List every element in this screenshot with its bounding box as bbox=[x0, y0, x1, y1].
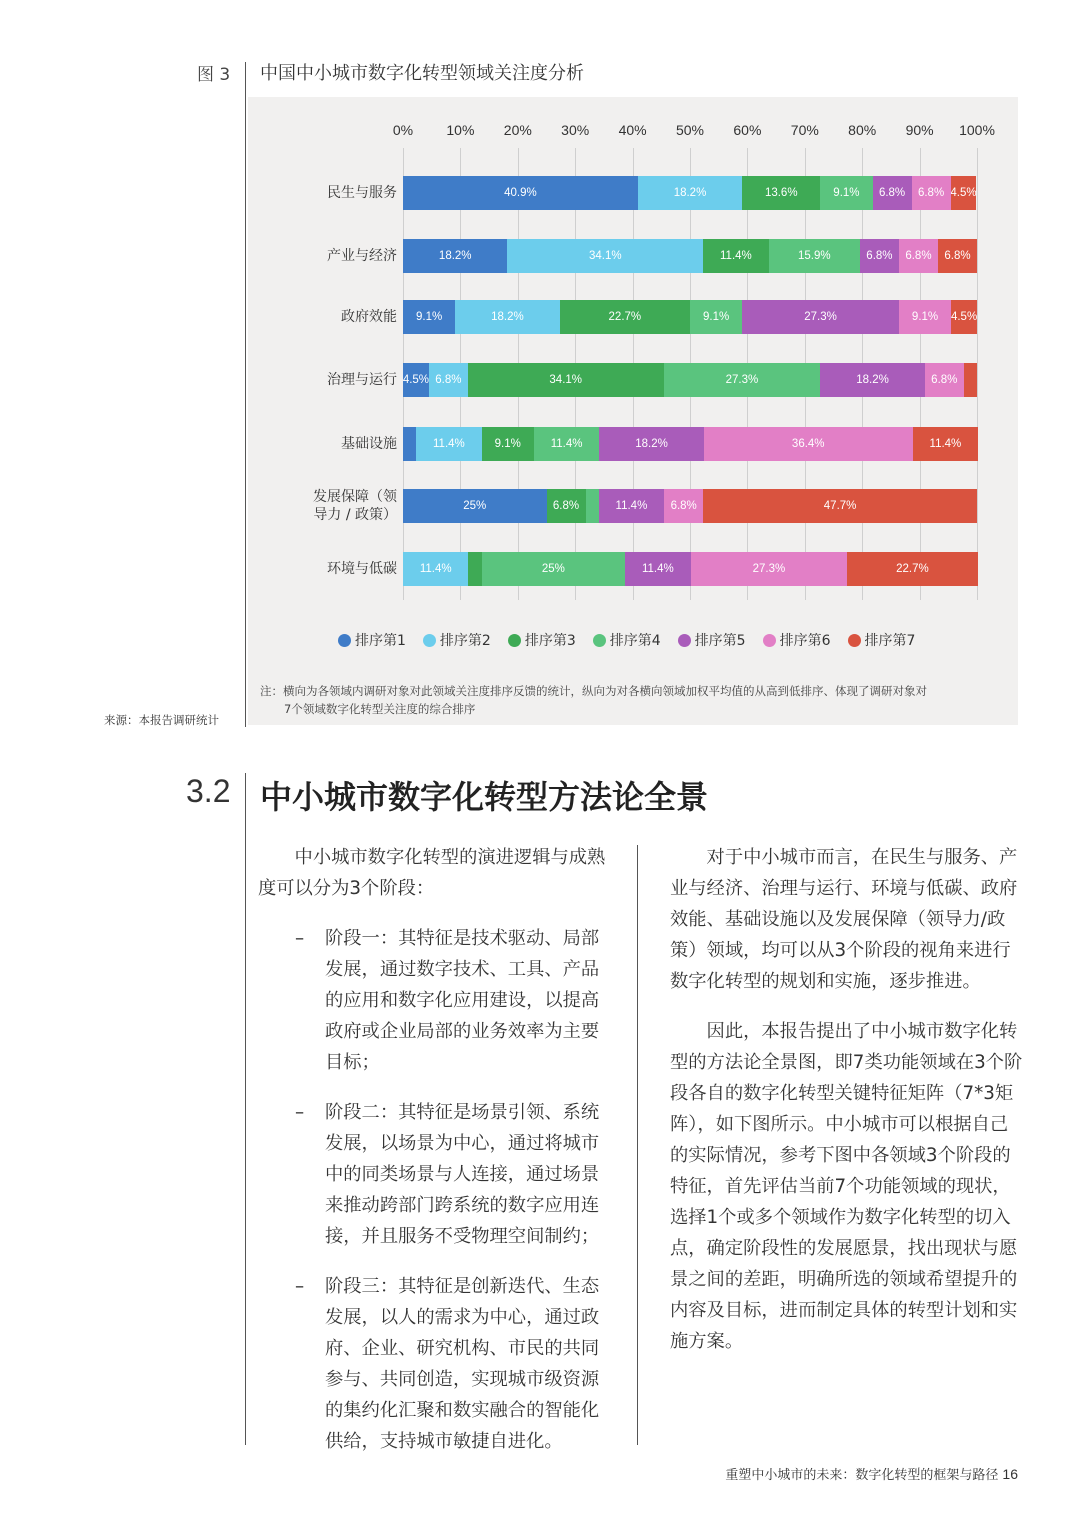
category-label-line: 环境与低碳 bbox=[327, 561, 397, 577]
left-column bbox=[258, 842, 605, 1476]
bar-segment: 4.5% bbox=[403, 363, 429, 397]
text-line: 业与经济、治理与运行、环境与低碳、政府 bbox=[670, 878, 1018, 899]
bar-segment: 4.5% bbox=[951, 300, 977, 334]
bar-segment: 25% bbox=[403, 489, 547, 523]
bar-segment: 40.9% bbox=[403, 176, 638, 210]
divider bbox=[245, 773, 246, 1445]
bar-segment: 6.8% bbox=[873, 176, 912, 210]
bar-segment: 27.3% bbox=[664, 363, 821, 397]
bullet-item bbox=[258, 1271, 605, 1457]
text-line: 政府或企业局部的业务效率为主要 bbox=[325, 1021, 600, 1042]
x-tick-label: 80% bbox=[848, 122, 877, 138]
text-line: 型的方法论全景图，即7类功能领域在3个阶 bbox=[670, 1052, 1023, 1073]
bar-segment: 11.4% bbox=[416, 427, 481, 461]
right-column bbox=[670, 842, 1022, 1376]
paragraph bbox=[670, 842, 1022, 997]
text-line: 阵），如下图所示。中小城市可以根据自己 bbox=[670, 1114, 1009, 1135]
bar-segment: 25% bbox=[482, 552, 626, 586]
section-number: 3.2 bbox=[186, 773, 231, 809]
bar-segment: 4.5% bbox=[951, 176, 977, 210]
bar-segment: 6.8% bbox=[547, 489, 586, 523]
figure-note bbox=[260, 682, 1005, 718]
legend-marker-icon bbox=[763, 634, 776, 647]
bar-segment: 27.3% bbox=[691, 552, 848, 586]
bar-segment: 18.2% bbox=[599, 427, 703, 461]
text-line: 发展，以人的需求为中心，通过政 bbox=[325, 1307, 600, 1328]
text-line: 度可以分为3个阶段： bbox=[258, 878, 435, 899]
bar-segment bbox=[586, 489, 599, 523]
x-tick-label: 90% bbox=[905, 122, 934, 138]
chart-legend bbox=[338, 630, 915, 650]
note-line: 7个领域数字化转型关注度的综合排序 bbox=[284, 702, 476, 716]
bar-segment: 22.7% bbox=[560, 300, 690, 334]
x-tick-label: 0% bbox=[392, 122, 414, 138]
bar-segment: 6.8% bbox=[938, 239, 977, 273]
category-label-line: 产业与经济 bbox=[327, 248, 397, 264]
bar-segment: 11.4% bbox=[913, 427, 978, 461]
text-line: 选择1个或多个领域作为数字化转型的切入 bbox=[670, 1207, 1011, 1228]
category-label-line: 治理与运行 bbox=[327, 372, 397, 388]
text-line: 供给，支持城市敏捷自进化。 bbox=[325, 1431, 563, 1452]
category-label bbox=[327, 371, 397, 389]
text-line: 阶段三：其特征是创新迭代、生态 bbox=[325, 1276, 600, 1297]
bar-segment: 6.8% bbox=[860, 239, 899, 273]
category-label-line: 基础设施 bbox=[341, 436, 397, 452]
bar-segment: 36.4% bbox=[704, 427, 913, 461]
bar-segment: 34.1% bbox=[468, 363, 664, 397]
legend-marker-icon bbox=[338, 634, 351, 647]
bar-segment: 18.2% bbox=[638, 176, 742, 210]
text-line: 中的同类场景与人连接，通过场景 bbox=[325, 1164, 600, 1185]
text-line: 参与、共同创造，实现城市级资源 bbox=[325, 1369, 600, 1390]
text-line: 目标； bbox=[325, 1052, 380, 1073]
legend-label: 排序第3 bbox=[524, 633, 576, 649]
text-line: 景之间的差距，明确所选的领域希望提升的 bbox=[670, 1269, 1018, 1290]
legend-marker-icon bbox=[678, 634, 691, 647]
bar-segment: 9.1% bbox=[482, 427, 534, 461]
legend-marker-icon bbox=[423, 634, 436, 647]
x-tick-label: 70% bbox=[790, 122, 819, 138]
category-label bbox=[327, 247, 397, 265]
footer-title: 重塑中小城市的未来：数字化转型的框架与路径 bbox=[725, 1468, 999, 1483]
legend-label: 排序第6 bbox=[779, 633, 831, 649]
bar-segment: 34.1% bbox=[507, 239, 703, 273]
bar-segment: 18.2% bbox=[403, 239, 507, 273]
figure-title: 中国中小城市数字化转型领域关注度分析 bbox=[260, 63, 584, 84]
text-line: 的实际情况，参考下图中各领域3个阶段的 bbox=[670, 1145, 1011, 1166]
legend-item bbox=[508, 630, 576, 650]
x-tick-label: 40% bbox=[618, 122, 647, 138]
bar-segment bbox=[403, 427, 416, 461]
legend-label: 排序第1 bbox=[355, 633, 406, 649]
bar-segment: 47.7% bbox=[703, 489, 977, 523]
bullet-dash-icon: – bbox=[295, 928, 305, 949]
category-label-line: 导力 / 政策） bbox=[313, 507, 397, 523]
x-tick-label: 50% bbox=[675, 122, 705, 138]
text-line: 施方案。 bbox=[670, 1331, 744, 1352]
legend-item bbox=[593, 630, 661, 650]
text-line: 来推动跨部门跨系统的数字应用连 bbox=[325, 1195, 600, 1216]
legend-item bbox=[338, 630, 406, 650]
text-line: 阶段一：其特征是技术驱动、局部 bbox=[325, 928, 600, 949]
category-label-line: 政府效能 bbox=[341, 309, 397, 325]
bar-segment: 9.1% bbox=[690, 300, 742, 334]
text-line: 对于中小城市而言，在民生与服务、产 bbox=[670, 847, 1018, 868]
text-line: 府、企业、研究机构、市民的共同 bbox=[325, 1338, 600, 1359]
bar-segment: 15.9% bbox=[769, 239, 860, 273]
text-line: 策）领域，均可以从3个阶段的视角来进行 bbox=[670, 940, 1011, 961]
bar-segment: 6.8% bbox=[899, 239, 938, 273]
bar-segment: 9.1% bbox=[820, 176, 872, 210]
text-line: 效能、基础设施以及发展保障（领导力/政 bbox=[670, 909, 1006, 930]
page-footer bbox=[725, 1464, 1018, 1483]
text-line: 内容及目标，进而制定具体的转型计划和实 bbox=[670, 1300, 1018, 1321]
text-line: 特征，首先评估当前7个功能领域的现状， bbox=[670, 1176, 1011, 1197]
text-line: 数字化转型的规划和实施，逐步推进。 bbox=[670, 971, 981, 992]
text-line: 发展，通过数字技术、工具、产品 bbox=[325, 959, 600, 980]
bar-segment: 22.7% bbox=[847, 552, 977, 586]
figure-label: 图 3 bbox=[197, 65, 231, 85]
legend-label: 排序第7 bbox=[864, 633, 916, 649]
gridline bbox=[977, 148, 978, 600]
legend-item bbox=[423, 630, 491, 650]
legend-item bbox=[848, 630, 916, 650]
text-line: 因此，本报告提出了中小城市数字化转 bbox=[670, 1021, 1018, 1042]
bar-segment: 9.1% bbox=[403, 300, 455, 334]
x-tick-label: 100% bbox=[959, 122, 995, 138]
bullet-dash-icon: – bbox=[295, 1276, 305, 1297]
legend-label: 排序第2 bbox=[439, 633, 491, 649]
bar-segment: 6.8% bbox=[912, 176, 951, 210]
category-label bbox=[327, 184, 397, 202]
bullet-item bbox=[258, 923, 605, 1078]
text-line: 段各自的数字化转型关键特征矩阵（7*3矩 bbox=[670, 1083, 1014, 1104]
text-line: 的应用和数字化应用建设，以提高 bbox=[325, 990, 600, 1011]
bar-segment: 11.4% bbox=[625, 552, 690, 586]
bar-segment: 6.8% bbox=[925, 363, 964, 397]
bar-segment: 11.4% bbox=[599, 489, 664, 523]
page-number: 16 bbox=[1002, 1466, 1018, 1482]
x-tick-label: 20% bbox=[503, 122, 532, 138]
category-label-line: 发展保障（领 bbox=[313, 489, 397, 505]
divider bbox=[245, 62, 246, 727]
bullet-item bbox=[258, 1097, 605, 1252]
section-title: 中小城市数字化转型方法论全景 bbox=[260, 778, 709, 816]
text-line: 阶段二：其特征是场景引领、系统 bbox=[325, 1102, 600, 1123]
category-label bbox=[341, 435, 397, 453]
category-label bbox=[327, 560, 397, 578]
x-tick-label: 30% bbox=[561, 122, 590, 138]
legend-marker-icon bbox=[848, 634, 861, 647]
paragraph bbox=[670, 1016, 1022, 1357]
text-line: 点，确定阶段性的发展愿景，找出现状与愿 bbox=[670, 1238, 1018, 1259]
bar-segment: 11.4% bbox=[703, 239, 768, 273]
text-line: 的集约化汇聚和数实融合的智能化 bbox=[325, 1400, 600, 1421]
legend-item bbox=[678, 630, 746, 650]
bar-segment: 11.4% bbox=[403, 552, 468, 586]
bar-segment bbox=[468, 552, 481, 586]
bar-segment: 18.2% bbox=[820, 363, 924, 397]
bar-segment: 18.2% bbox=[455, 300, 559, 334]
bar-segment: 27.3% bbox=[742, 300, 899, 334]
legend-marker-icon bbox=[508, 634, 521, 647]
legend-item bbox=[763, 630, 831, 650]
category-label bbox=[341, 308, 397, 326]
legend-label: 排序第4 bbox=[609, 633, 661, 649]
x-tick-label: 60% bbox=[733, 122, 762, 138]
bar-segment: 6.8% bbox=[664, 489, 703, 523]
legend-marker-icon bbox=[593, 634, 606, 647]
note-line: 注：横向为各领域内调研对象对此领域关注度排序反馈的统计，纵向为对各横向领域加权平均值的从高到低排序、体现了调研对象对 bbox=[260, 684, 927, 698]
figure-source: 来源：本报告调研统计 bbox=[104, 713, 219, 727]
bar-segment bbox=[964, 363, 977, 397]
bar-segment: 13.6% bbox=[742, 176, 820, 210]
category-label-line: 民生与服务 bbox=[327, 185, 397, 201]
bar-segment: 6.8% bbox=[429, 363, 468, 397]
category-label bbox=[313, 488, 397, 524]
x-tick-label: 10% bbox=[446, 122, 475, 138]
text-line: 中小城市数字化转型的演进逻辑与成熟 bbox=[258, 847, 606, 868]
column-divider bbox=[637, 845, 638, 1445]
legend-label: 排序第5 bbox=[694, 633, 746, 649]
bar-segment: 11.4% bbox=[534, 427, 599, 461]
bar-segment: 9.1% bbox=[899, 300, 951, 334]
text-line: 接，并且服务不受物理空间制约； bbox=[325, 1226, 600, 1247]
bullet-dash-icon: – bbox=[295, 1102, 305, 1123]
paragraph bbox=[258, 842, 605, 904]
text-line: 发展，以场景为中心，通过将城市 bbox=[325, 1133, 600, 1154]
